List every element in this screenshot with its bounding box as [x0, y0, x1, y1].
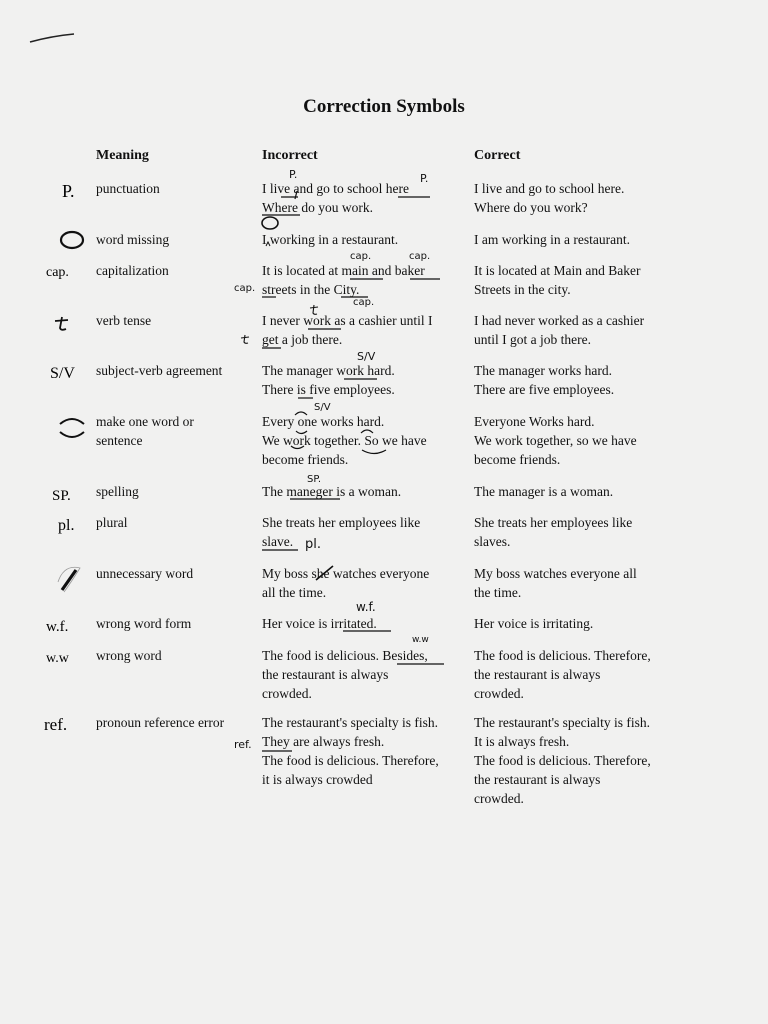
incorrect-text: slave. [262, 534, 294, 549]
incorrect-text: It is located at main and baker [262, 263, 425, 278]
meaning-text: pronoun reference error [96, 715, 225, 730]
correct-text: Everyone Works hard. [474, 414, 595, 429]
svg-text:cap.: cap. [353, 297, 375, 308]
symbol-subject-verb [40, 361, 88, 387]
meaning-text: spelling [96, 484, 139, 499]
svg-text:P.: P. [62, 181, 75, 201]
symbol-verb-tense [40, 311, 88, 337]
symbol-punctuation [40, 179, 88, 205]
svg-text:w.w: w.w [412, 635, 429, 645]
svg-text:S/V: S/V [314, 402, 331, 413]
meaning-text: capitalization [96, 263, 169, 278]
correct-text: crowded. [474, 686, 524, 701]
correct-text: The food is delicious. Therefore, [474, 753, 651, 768]
correct-text: I am working in a restaurant. [474, 232, 630, 247]
correct-cell [474, 311, 694, 349]
page-title: Correction Symbols [303, 96, 465, 117]
correct-text: the time. [474, 585, 522, 600]
meaning-cell [96, 614, 256, 633]
stray-pen-mark [28, 32, 76, 44]
meaning-text: wrong word [96, 648, 162, 663]
incorrect-cell [262, 261, 467, 299]
incorrect-cell [262, 614, 467, 633]
symbol-wrong-word [40, 646, 88, 672]
incorrect-cell [262, 713, 467, 789]
meaning-cell [96, 361, 256, 380]
incorrect-cell [262, 564, 467, 602]
meaning-text: word missing [96, 232, 170, 247]
svg-text:pl.: pl. [58, 517, 75, 534]
incorrect-text: She treats her employees like [262, 515, 421, 530]
svg-text:pl.: pl. [305, 537, 321, 552]
svg-text:P.: P. [289, 168, 298, 181]
symbol-unnecessary-word [40, 564, 88, 594]
column-header-meaning: Meaning [96, 148, 149, 163]
correct-text: I live and go to school here. [474, 181, 625, 196]
incorrect-text: The restaurant's specialty is fish. [262, 715, 439, 730]
svg-text:SP.: SP. [52, 488, 71, 504]
meaning-cell [96, 412, 256, 450]
meaning-cell [96, 646, 256, 665]
correct-text: It is always fresh. [474, 734, 570, 749]
correct-text: Streets in the city. [474, 282, 571, 297]
svg-text:ref.: ref. [234, 738, 252, 751]
svg-text:S/V: S/V [50, 365, 75, 382]
correct-cell [474, 179, 694, 217]
correct-cell [474, 564, 694, 602]
correct-text: crowded. [474, 791, 524, 806]
symbol-capitalization [40, 261, 88, 287]
meaning-cell [96, 261, 256, 280]
correct-text: There are five employees. [474, 382, 615, 397]
incorrect-text: They are always fresh. [262, 734, 385, 749]
svg-text:ref.: ref. [44, 715, 68, 734]
incorrect-cell [262, 513, 467, 551]
correct-cell [474, 713, 694, 808]
svg-text:cap.: cap. [46, 265, 69, 280]
correct-text: My boss watches everyone all [474, 566, 637, 581]
meaning-cell [96, 513, 256, 532]
correct-text: She treats her employees like [474, 515, 633, 530]
correct-cell [474, 412, 694, 469]
correct-cell [474, 482, 694, 501]
meaning-cell [96, 564, 256, 583]
incorrect-text: Her voice is irritated. [262, 616, 377, 631]
correct-text: We work together, so we have [474, 433, 637, 448]
incorrect-text: I never work as a cashier until I [262, 313, 433, 328]
meaning-cell [96, 179, 256, 198]
incorrect-text: streets in the City. [262, 282, 360, 297]
column-header-correct: Correct [474, 148, 521, 163]
svg-text:w.w: w.w [46, 651, 69, 666]
incorrect-text: I working in a restaurant. [262, 232, 399, 247]
svg-text:cap.: cap. [350, 251, 372, 262]
correct-text: The manager works hard. [474, 363, 612, 378]
svg-text:SP.: SP. [307, 474, 321, 485]
symbol-plural [40, 513, 88, 539]
incorrect-text: There is five employees. [262, 382, 395, 397]
svg-text:w.f.: w.f. [356, 600, 376, 614]
meaning-text: verb tense [96, 313, 152, 328]
correct-text: The restaurant's specialty is fish. [474, 715, 651, 730]
correct-text: It is located at Main and Baker [474, 263, 641, 278]
incorrect-text: We work together. So we have [262, 433, 427, 448]
correct-cell [474, 261, 694, 299]
svg-text:P.: P. [420, 172, 429, 185]
incorrect-cell [262, 646, 467, 703]
correct-cell [474, 614, 694, 633]
svg-text:S/V: S/V [357, 350, 376, 363]
incorrect-text: Every one works hard. [262, 414, 385, 429]
svg-text:cap.: cap. [234, 283, 256, 294]
meaning-cell [96, 230, 256, 249]
incorrect-text: all the time. [262, 585, 327, 600]
symbol-wrong-word-form [40, 614, 88, 640]
symbol-spelling [40, 482, 88, 508]
correct-text: the restaurant is always [474, 667, 601, 682]
incorrect-text: get a job there. [262, 332, 343, 347]
svg-text:cap.: cap. [409, 251, 431, 262]
meaning-text: unnecessary word [96, 566, 194, 581]
meaning-text: wrong word form [96, 616, 192, 631]
meaning-text: sentence [96, 433, 143, 448]
incorrect-text: become friends. [262, 452, 349, 467]
incorrect-text: crowded. [262, 686, 312, 701]
symbol-join [40, 412, 88, 446]
meaning-text: subject-verb agreement [96, 363, 223, 378]
incorrect-text: I live and go to school here [262, 181, 409, 196]
incorrect-cell [262, 311, 467, 349]
meaning-cell [96, 713, 256, 732]
correct-text: until I got a job there. [474, 332, 591, 347]
incorrect-cell [262, 412, 467, 469]
incorrect-text: My boss she watches everyone [262, 566, 430, 581]
correct-text: Her voice is irritating. [474, 616, 594, 631]
svg-text:w.f.: w.f. [46, 619, 69, 635]
meaning-text: plural [96, 515, 128, 530]
correct-text: The food is delicious. Therefore, [474, 648, 651, 663]
incorrect-text: The maneger is a woman. [262, 484, 402, 499]
incorrect-text: it is always crowded [262, 772, 373, 787]
incorrect-cell [262, 482, 467, 501]
symbol-pronoun-reference [40, 713, 88, 739]
incorrect-text: The manager work hard. [262, 363, 395, 378]
correct-text: Where do you work? [474, 200, 588, 215]
column-header-incorrect: Incorrect [262, 148, 318, 163]
correct-cell [474, 230, 694, 249]
incorrect-cell [262, 230, 467, 249]
correct-text: The manager is a woman. [474, 484, 614, 499]
meaning-text: make one word or [96, 414, 194, 429]
incorrect-text: Where do you work. [262, 200, 373, 215]
incorrect-text: The food is delicious. Besides, [262, 648, 428, 663]
incorrect-cell [262, 179, 467, 217]
meaning-text: punctuation [96, 181, 160, 196]
incorrect-cell [262, 361, 467, 399]
meaning-cell [96, 311, 256, 330]
correct-text: the restaurant is always [474, 772, 601, 787]
correct-text: I had never worked as a cashier [474, 313, 645, 328]
correct-cell [474, 361, 694, 399]
incorrect-text: The food is delicious. Therefore, [262, 753, 439, 768]
correct-cell [474, 646, 694, 703]
correct-text: become friends. [474, 452, 561, 467]
meaning-cell [96, 482, 256, 501]
correct-text: slaves. [474, 534, 511, 549]
symbol-word-missing [40, 230, 88, 256]
incorrect-text: the restaurant is always [262, 667, 389, 682]
correct-cell [474, 513, 694, 551]
